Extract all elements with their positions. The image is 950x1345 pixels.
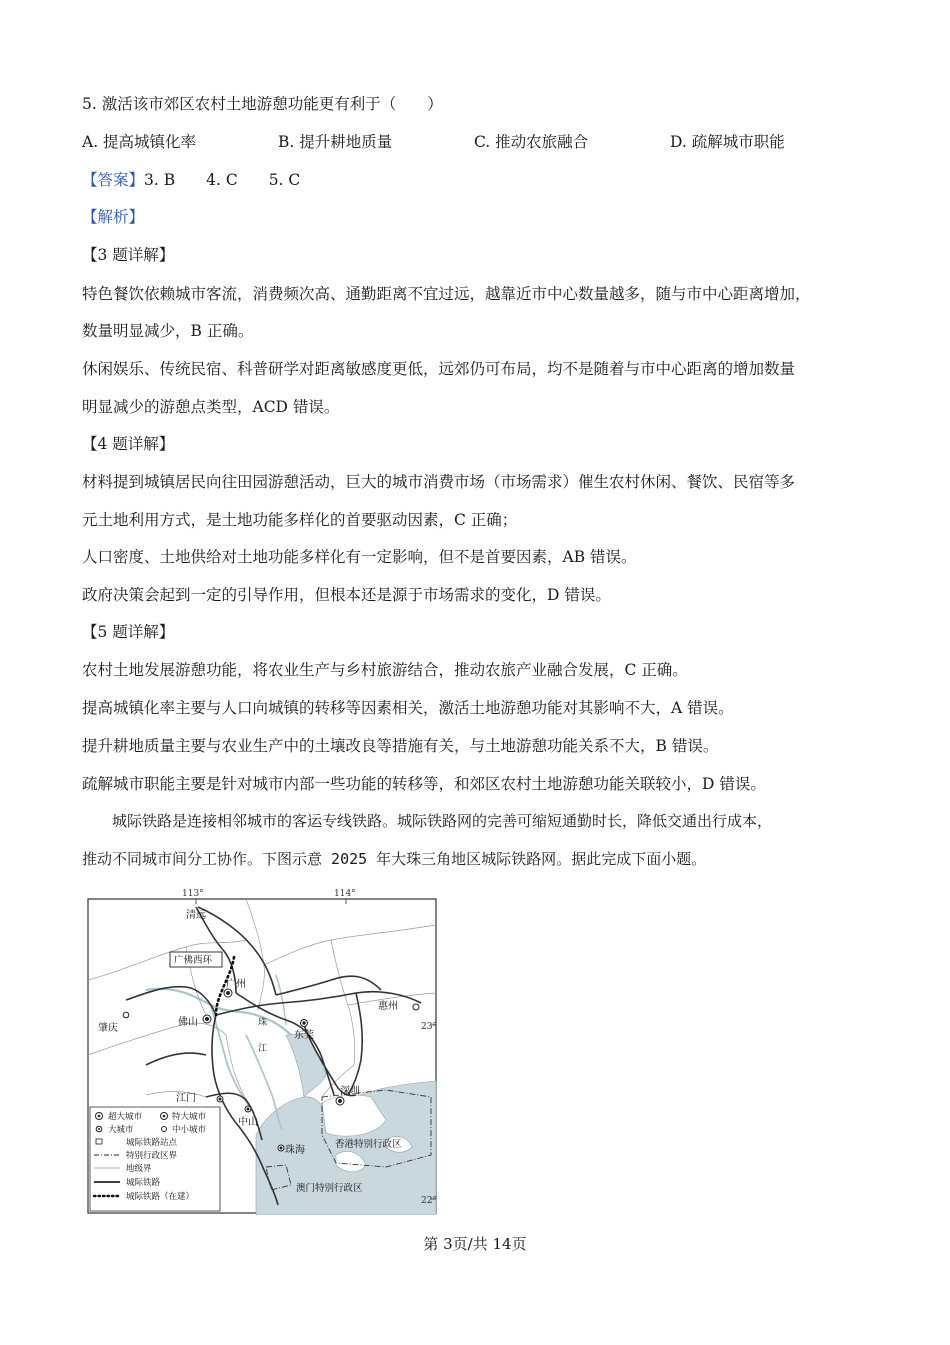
page-footer: 第 3页/共 14页 (423, 1235, 527, 1253)
river-label: 珠 (258, 1018, 268, 1028)
option-b: B. 提升耕地质量 (278, 133, 393, 151)
city-guangzhou: 广州 (226, 979, 246, 990)
detail-4-p3: 政府决策会起到一定的引导作用，但根本还是源于市场需求的变化，D 错误。 (82, 586, 611, 604)
intro-line-1: 城际铁路是连接相邻城市的客运专线铁路。城际铁路网的完善可缩短通勤时长，降低交通出行成本， (82, 812, 773, 830)
detail-5-p4: 疏解城市职能主要是针对城市内部一些功能的转移等，和郊区农村土地游憩功能关联较小，D 错误。 (82, 775, 766, 793)
detail-3-p2a: 休闲娱乐、传统民宿、科普研学对距离敏感度更低，远郊仍可布局，均不是随着与市中心距离的增加数量 (82, 360, 796, 378)
hk-sar-label: 香港特别行政区 (335, 1139, 402, 1150)
detail-5-p2: 提高城镇化率主要与人口向城镇的转移等因素相关，激活土地游憩功能对其影响不大，A 错误。 (82, 699, 734, 717)
detail-5-title: 【5 题详解】 (82, 623, 175, 641)
detail-3-p1a: 特色餐饮依赖城市客流，消费频次高、通勤距离不宜过远，越靠近市中心数量越多，随与市中心距离增加， (82, 285, 811, 303)
legend-railway: 城际铁路 (126, 1178, 161, 1188)
map-legend (90, 1107, 220, 1211)
option-a: A. 提高城镇化率 (82, 133, 197, 151)
detail-4-p1b: 元土地利用方式，是土地功能多样化的首要驱动因素，C 正确； (82, 511, 518, 529)
analysis-tag: 【解析】 (82, 208, 145, 226)
city-zhuhai: 珠海 (285, 1145, 305, 1156)
legend-megacity: 超大城市 (108, 1112, 143, 1122)
city-foshan: 佛山 (178, 1017, 198, 1028)
answer-values: 3. B 4. C 5. C (144, 171, 301, 189)
legend-hugecity: 特大城市 (172, 1112, 207, 1122)
answer-line (82, 168, 300, 190)
macau-sar-label: 澳门特别行政区 (296, 1183, 363, 1194)
detail-4-p2: 人口密度、土地供给对土地功能多样化有一定影响，但不是首要因素，AB 错误。 (82, 548, 637, 566)
lon-label-113: 113° (182, 889, 204, 899)
city-zhaoqing: 肇庆 (98, 1023, 118, 1034)
legend-railway-building: 城际铁路（在建） (126, 1192, 195, 1202)
intro-line-2: 推动不同城市间分工协作。下图示意 2025 年大珠三角地区城际铁路网。据此完成下面小题。 (82, 850, 707, 868)
detail-4-p1a: 材料提到城镇居民向往田园游憩活动，巨大的城市消费市场（市场需求）催生农村休闲、餐饮、民宿等多 (82, 473, 796, 491)
legend-pref-boundary: 地级界 (126, 1164, 152, 1174)
detail-3-title: 【3 题详解】 (82, 246, 175, 264)
lat-label-22: 22° (421, 1196, 437, 1206)
legend-station: 城际铁路站点 (126, 1138, 178, 1148)
city-shenzhen: 深圳 (340, 1086, 360, 1097)
city-huizhou: 惠州 (378, 1001, 398, 1012)
legend-smallcity: 中小城市 (172, 1125, 207, 1135)
city-dongguan: 东莞 (294, 1030, 314, 1041)
city-zhongshan: 中山 (238, 1117, 258, 1128)
detail-3-p2b: 明显减少的游憩点类型，ACD 错误。 (82, 398, 340, 416)
legend-bigcity: 大城市 (108, 1125, 134, 1135)
pearl-river-delta-railway-map (86, 885, 438, 1215)
lon-label-114: 114° (334, 889, 356, 899)
option-d: D. 疏解城市职能 (670, 133, 785, 151)
city-qingyuan: 清远 (186, 910, 206, 921)
detail-5-p1: 农村土地发展游憩功能，将农业生产与乡村旅游结合，推动农旅产业融合发展，C 正确。 (82, 661, 688, 679)
option-c: C. 推动农旅融合 (474, 133, 589, 151)
detail-3-p1b: 数量明显减少，B 正确。 (82, 322, 254, 340)
answer-tag: 【答案】 (82, 171, 145, 189)
city-jiangmen: 江门 (176, 1093, 196, 1104)
detail-5-p3: 提升耕地质量主要与农业生产中的土壤改良等措施有关，与土地游憩功能关系不大，B 错误。 (82, 737, 719, 755)
legend-sar-boundary: 特别行政区界 (126, 1151, 178, 1161)
question-5-stem: 5. 激活该市郊区农村土地游憩功能更有利于（ ） (82, 95, 443, 113)
detail-4-title: 【4 题详解】 (82, 435, 175, 453)
lat-label-23: 23° (421, 1022, 437, 1032)
line-label-guangfo: 广佛西环 (174, 955, 213, 966)
river-label-2: 江 (258, 1044, 268, 1054)
